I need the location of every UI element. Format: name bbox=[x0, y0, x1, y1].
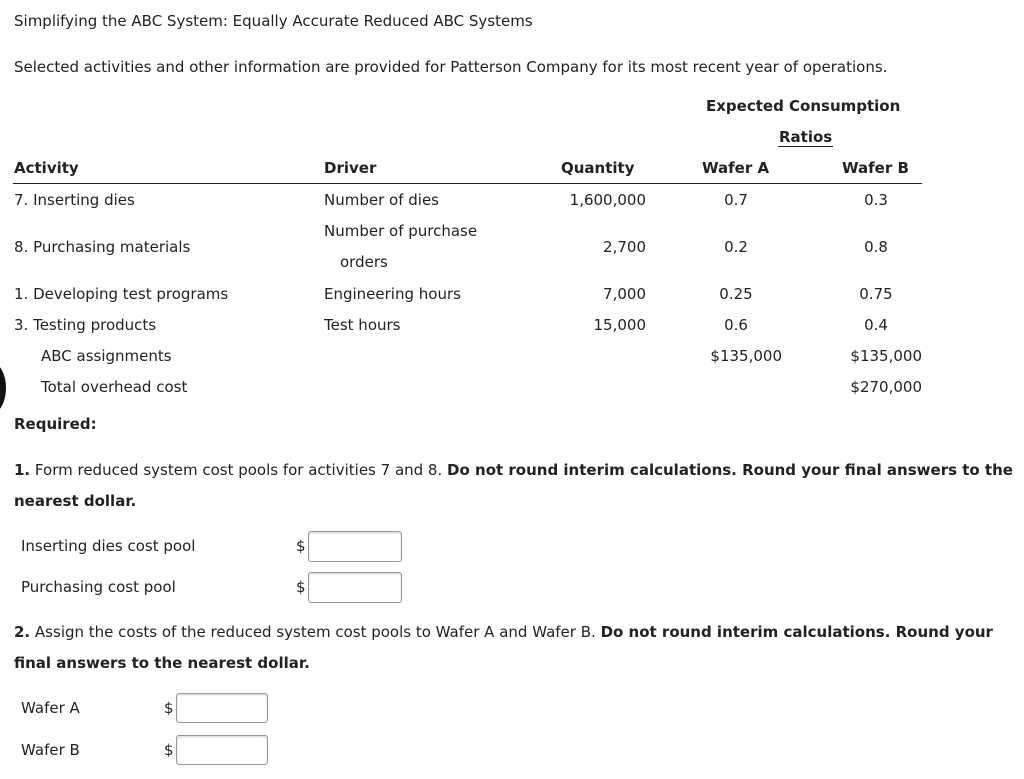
row-driver: Engineering hours bbox=[324, 285, 461, 303]
row-driver: Number of purchase bbox=[324, 222, 478, 240]
inserting-dies-label: Inserting dies cost pool bbox=[21, 537, 196, 555]
row-driver: Test hours bbox=[324, 316, 401, 334]
q2-instruction: Assign the costs of the reduced system cost pools to Wafer A and Wafer B. bbox=[34, 623, 596, 641]
q1-instruction: Form reduced system cost pools for activities 7 and 8. bbox=[34, 461, 443, 479]
header-divider bbox=[13, 183, 922, 184]
row-wafer-a: 0.2 bbox=[724, 238, 748, 256]
header-driver: Driver bbox=[324, 159, 377, 177]
row-wafer-a: 0.7 bbox=[724, 191, 748, 209]
row-quantity: 7,000 bbox=[603, 285, 646, 303]
wafer-a-label: Wafer A bbox=[21, 699, 80, 717]
abc-assignments-wafer-b: $135,000 bbox=[850, 347, 922, 365]
inserting-dies-cost-pool-input[interactable] bbox=[308, 531, 402, 562]
total-overhead-label: Total overhead cost bbox=[41, 378, 188, 396]
wafer-b-input[interactable] bbox=[176, 735, 268, 765]
dollar-sign: $ bbox=[164, 741, 174, 759]
row-wafer-b: 0.8 bbox=[864, 238, 888, 256]
total-overhead-value: $270,000 bbox=[850, 378, 922, 396]
row-wafer-b: 0.75 bbox=[859, 285, 893, 303]
row-activity: 7. Inserting dies bbox=[14, 191, 135, 209]
row-wafer-b: 0.3 bbox=[864, 191, 888, 209]
row-quantity: 15,000 bbox=[593, 316, 646, 334]
dollar-sign: $ bbox=[296, 537, 306, 555]
row-quantity: 1,600,000 bbox=[569, 191, 646, 209]
wafer-a-input[interactable] bbox=[176, 693, 268, 723]
ratios-underline bbox=[778, 146, 833, 147]
dollar-sign: $ bbox=[164, 699, 174, 717]
purchasing-cost-pool-label: Purchasing cost pool bbox=[21, 578, 176, 596]
row-wafer-b: 0.4 bbox=[864, 316, 888, 334]
row-activity: 1. Developing test programs bbox=[14, 285, 229, 303]
required-label: Required: bbox=[14, 415, 97, 433]
scroll-marker bbox=[0, 362, 6, 414]
intro-text: Selected activities and other information are provided for Patterson Company for its most recent year of operations. bbox=[14, 58, 888, 76]
group-header-ratios: Ratios bbox=[779, 128, 833, 146]
row-activity: 3. Testing products bbox=[14, 316, 157, 334]
header-quantity: Quantity bbox=[561, 159, 635, 177]
abc-assignments-wafer-a: $135,000 bbox=[710, 347, 782, 365]
page-title: Simplifying the ABC System: Equally Accurate Reduced ABC Systems bbox=[14, 12, 533, 30]
q1-number: 1. bbox=[14, 461, 31, 479]
group-header: Expected Consumption bbox=[706, 97, 901, 115]
header-wafer-a: Wafer A bbox=[702, 159, 770, 177]
wafer-b-label: Wafer B bbox=[21, 741, 80, 759]
q2-rounding-note: Do not round interim calculations. Round your final answers to the nearest dollar. bbox=[14, 623, 993, 672]
dollar-sign: $ bbox=[296, 578, 306, 596]
row-driver: Number of dies bbox=[324, 191, 439, 209]
row-wafer-a: 0.25 bbox=[719, 285, 753, 303]
header-activity: Activity bbox=[14, 159, 79, 177]
row-wafer-a: 0.6 bbox=[724, 316, 748, 334]
q1-rounding-note: Do not round interim calculations. Round your final answers to the nearest dollar. bbox=[14, 461, 1013, 510]
header-wafer-b: Wafer B bbox=[842, 159, 909, 177]
row-activity: 8. Purchasing materials bbox=[14, 238, 191, 256]
row-quantity: 2,700 bbox=[603, 238, 646, 256]
question-2-text bbox=[14, 617, 1004, 679]
abc-assignments-label: ABC assignments bbox=[41, 347, 172, 365]
purchasing-cost-pool-input[interactable] bbox=[308, 572, 402, 603]
row-driver-cont: orders bbox=[340, 253, 388, 271]
q2-number: 2. bbox=[14, 623, 31, 641]
question-1-text bbox=[14, 455, 1022, 517]
